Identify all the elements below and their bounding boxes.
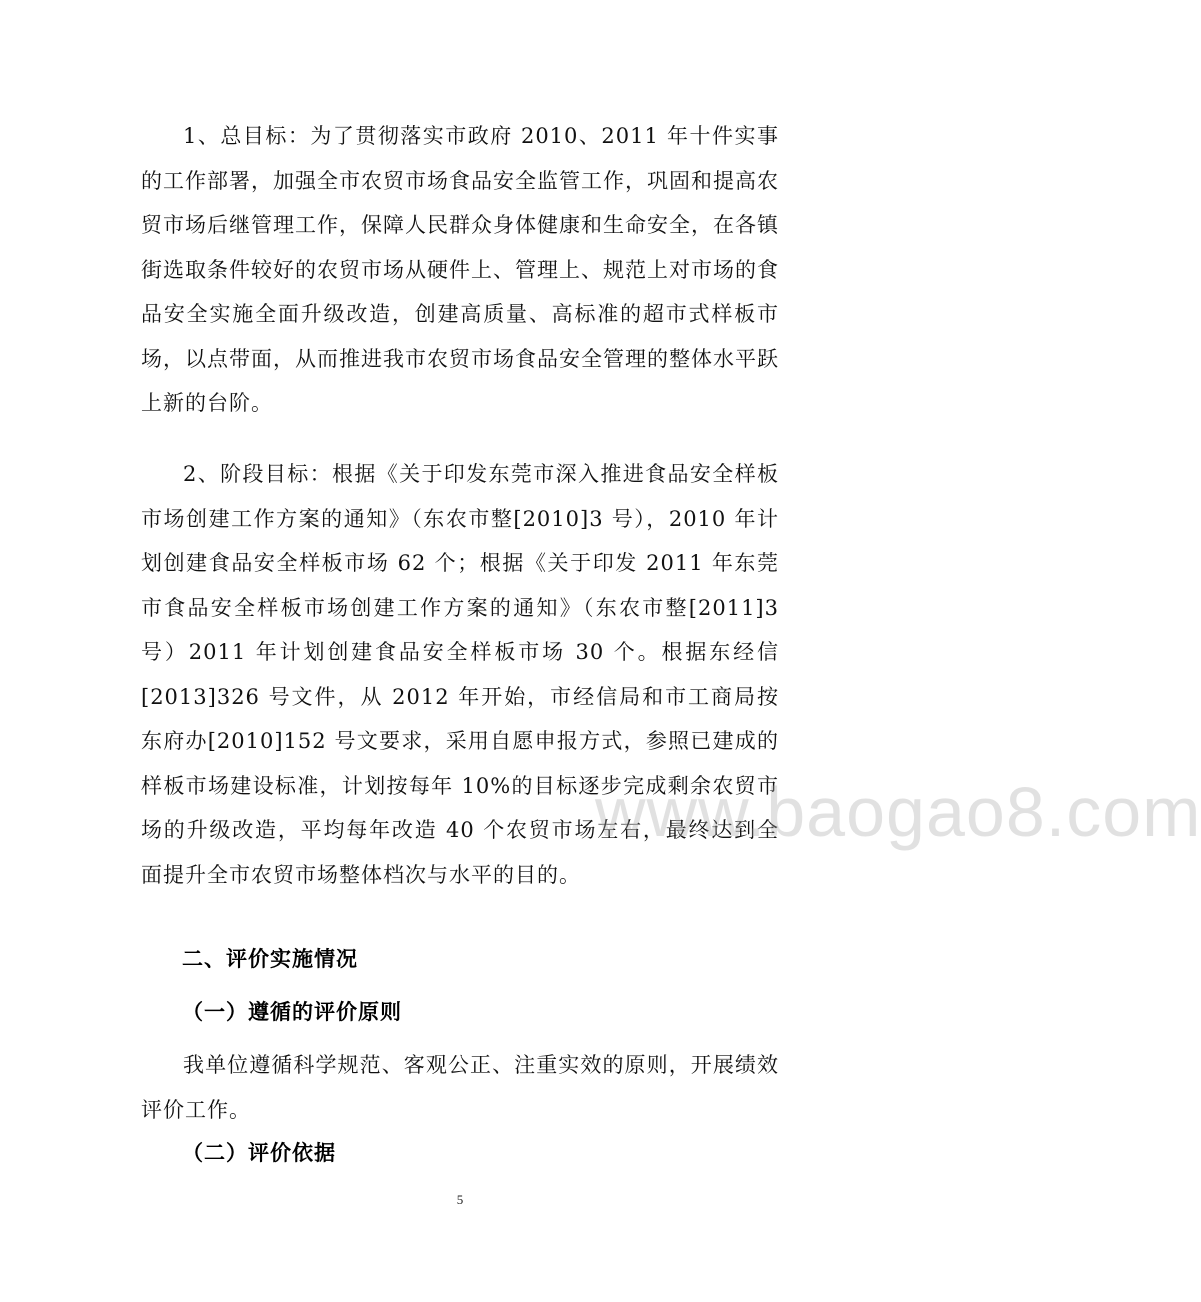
paragraph-principles: 我单位遵循科学规范、客观公正、注重实效的原则，开展绩效评价工作。: [141, 1053, 779, 1122]
paragraph-overall-goal: 1、总目标：为了贯彻落实市政府 2010、2011 年十件实事的工作部署，加强全市农贸市场食品安全监管工作，巩固和提高农贸市场后继管理工作，保障人民群众身体健康和生命安全，在各镇街选取条件较好的农贸市场从硬件上、管理上、规范上对市场的食品安全实施全面升级改造，创建高质量、高标准的超市式样板市场，以点带面，从而推进我市农贸市场食品安全管理的整体水平跃上新的台阶。: [141, 124, 779, 415]
paragraph-stage-goal: 2、阶段目标：根据《关于印发东莞市深入推进食品安全样板市场创建工作方案的通知》（东农市整[2010]3 号），2010 年计划创建食品安全样板市场 62 个；根据《关于印发 2011 年东莞市食品安全样板市场创建工作方案的通知》（东农市整[2011]3 号）2011 年计划创建食品安全样板市场 30 个。根据东经信[2013]326 号文件，从 2012 年开始，市经信局和市工商局按东府办[2010]152 号文要求，采用自愿申报方式，参照已建成的样板市场建设标准，计划按每年 10%的目标逐步完成剩余农贸市场的升级改造，平均每年改造 40 个农贸市场左右，最终达到全面提升全市农贸市场整体档次与水平的目的。: [141, 462, 779, 887]
subheading-evaluation-principles: （一）遵循的评价原则: [182, 1000, 402, 1024]
subheading-evaluation-basis: （二）评价依据: [182, 1141, 336, 1165]
watermark: www.baogao8.com: [595, 773, 1201, 851]
section-heading-evaluation-implementation: 二、评价实施情况: [182, 947, 358, 971]
page-number: 5: [456, 1192, 464, 1207]
